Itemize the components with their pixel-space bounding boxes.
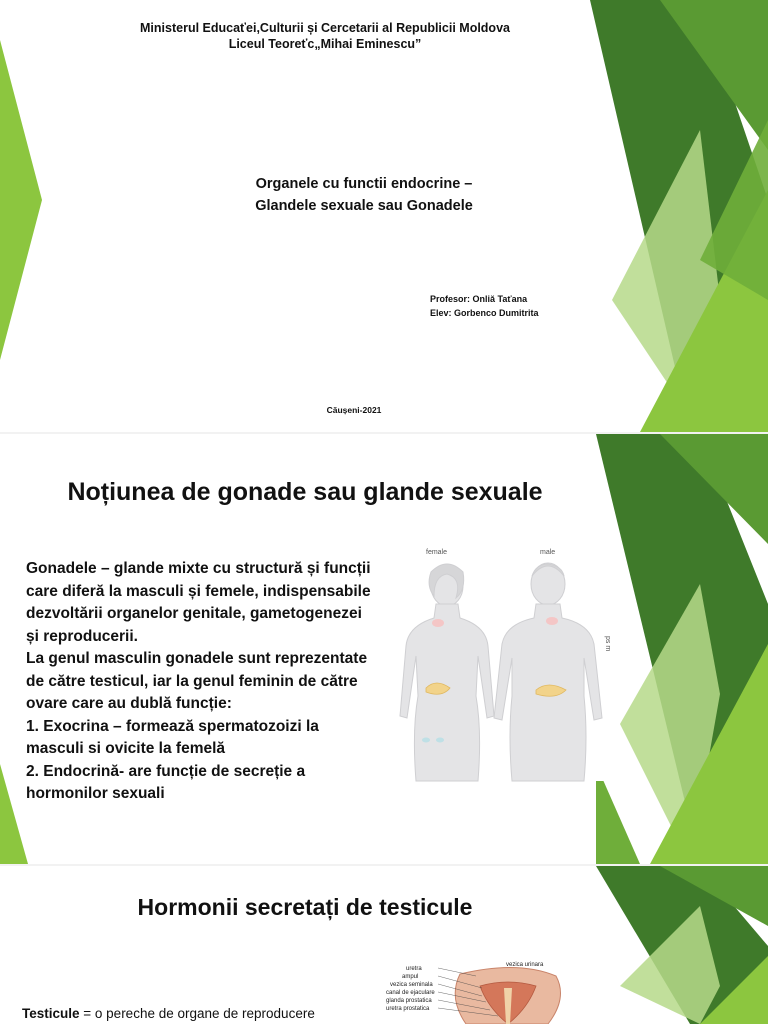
title-line-2: Glandele sexuale sau Gonadele [255, 198, 473, 214]
term-gonadele: Gonadele [26, 560, 97, 577]
gender-paragraph: La genul masculin gonadele sunt reprezentate de către testicul, iar la genul feminin de către ovare care au dublă funcție: [26, 650, 368, 712]
slide-title: Noțiunea de gonade sau glande sexuale [67, 478, 543, 506]
thyroid-female [432, 619, 444, 627]
term-testicule: Testicule [22, 1006, 80, 1021]
label-ejaculatory-duct: canal de ejaculare [386, 990, 435, 996]
definition-text: – glande mixte cu structură și funcții care diferă la masculi și femele, indispensabile dezvoltării organelor genitale, gametogenezei și reproducerii. [26, 560, 371, 645]
definition-paragraph [26, 558, 371, 648]
label-male: male [540, 549, 556, 556]
prostate-anatomy-figure [378, 958, 588, 1024]
label-ampulla: ampul [402, 974, 419, 980]
credits [430, 292, 539, 320]
ministry-line: Ministerul Educaťei,Culturii și Cercetarii al Republicii Moldova [140, 21, 510, 35]
label-prostatic-urethra: uretra prostatica [386, 1006, 430, 1012]
testicles-slide [0, 866, 768, 1024]
slide-title: Hormonii secretați de testicule [137, 894, 473, 920]
school-line: Liceul Teoreťc„Mihai Eminescu” [228, 37, 422, 51]
testicles-definition [22, 1006, 315, 1021]
gonads-description [26, 558, 371, 806]
title-line-1: Organele cu functii endocrine – [255, 176, 473, 192]
label-urethra: uretra [406, 966, 422, 972]
presentation-title [0, 173, 728, 217]
student-name: Elev: Gorbenco Dumitrita [430, 308, 539, 318]
label-bladder: vezica urinara [506, 962, 544, 968]
body-silhouettes-figure [390, 546, 610, 781]
institution-header [0, 20, 650, 52]
function-item-2: 2. Endocrină- are funcție de secreție a hormonilor sexuali [26, 762, 306, 802]
gonads-slide [0, 434, 768, 864]
label-prostate-gland: glanda prostatica [386, 998, 432, 1004]
title-slide [0, 0, 768, 432]
place-year: Căușeni-2021 [326, 405, 382, 415]
label-seminal-vesicle: vezica seminala [390, 982, 433, 988]
teacher-name: Profesor: Onliă Taťana [430, 294, 528, 304]
testicles-text: = o pereche de organe de reproducere [79, 1006, 315, 1021]
thyroid-male [546, 617, 558, 625]
label-female: female [426, 549, 448, 556]
function-item-1: 1. Exocrina – formează spermatozoizi la masculi si ovicite la femelă [26, 717, 319, 757]
side-label: ps m [604, 636, 611, 652]
